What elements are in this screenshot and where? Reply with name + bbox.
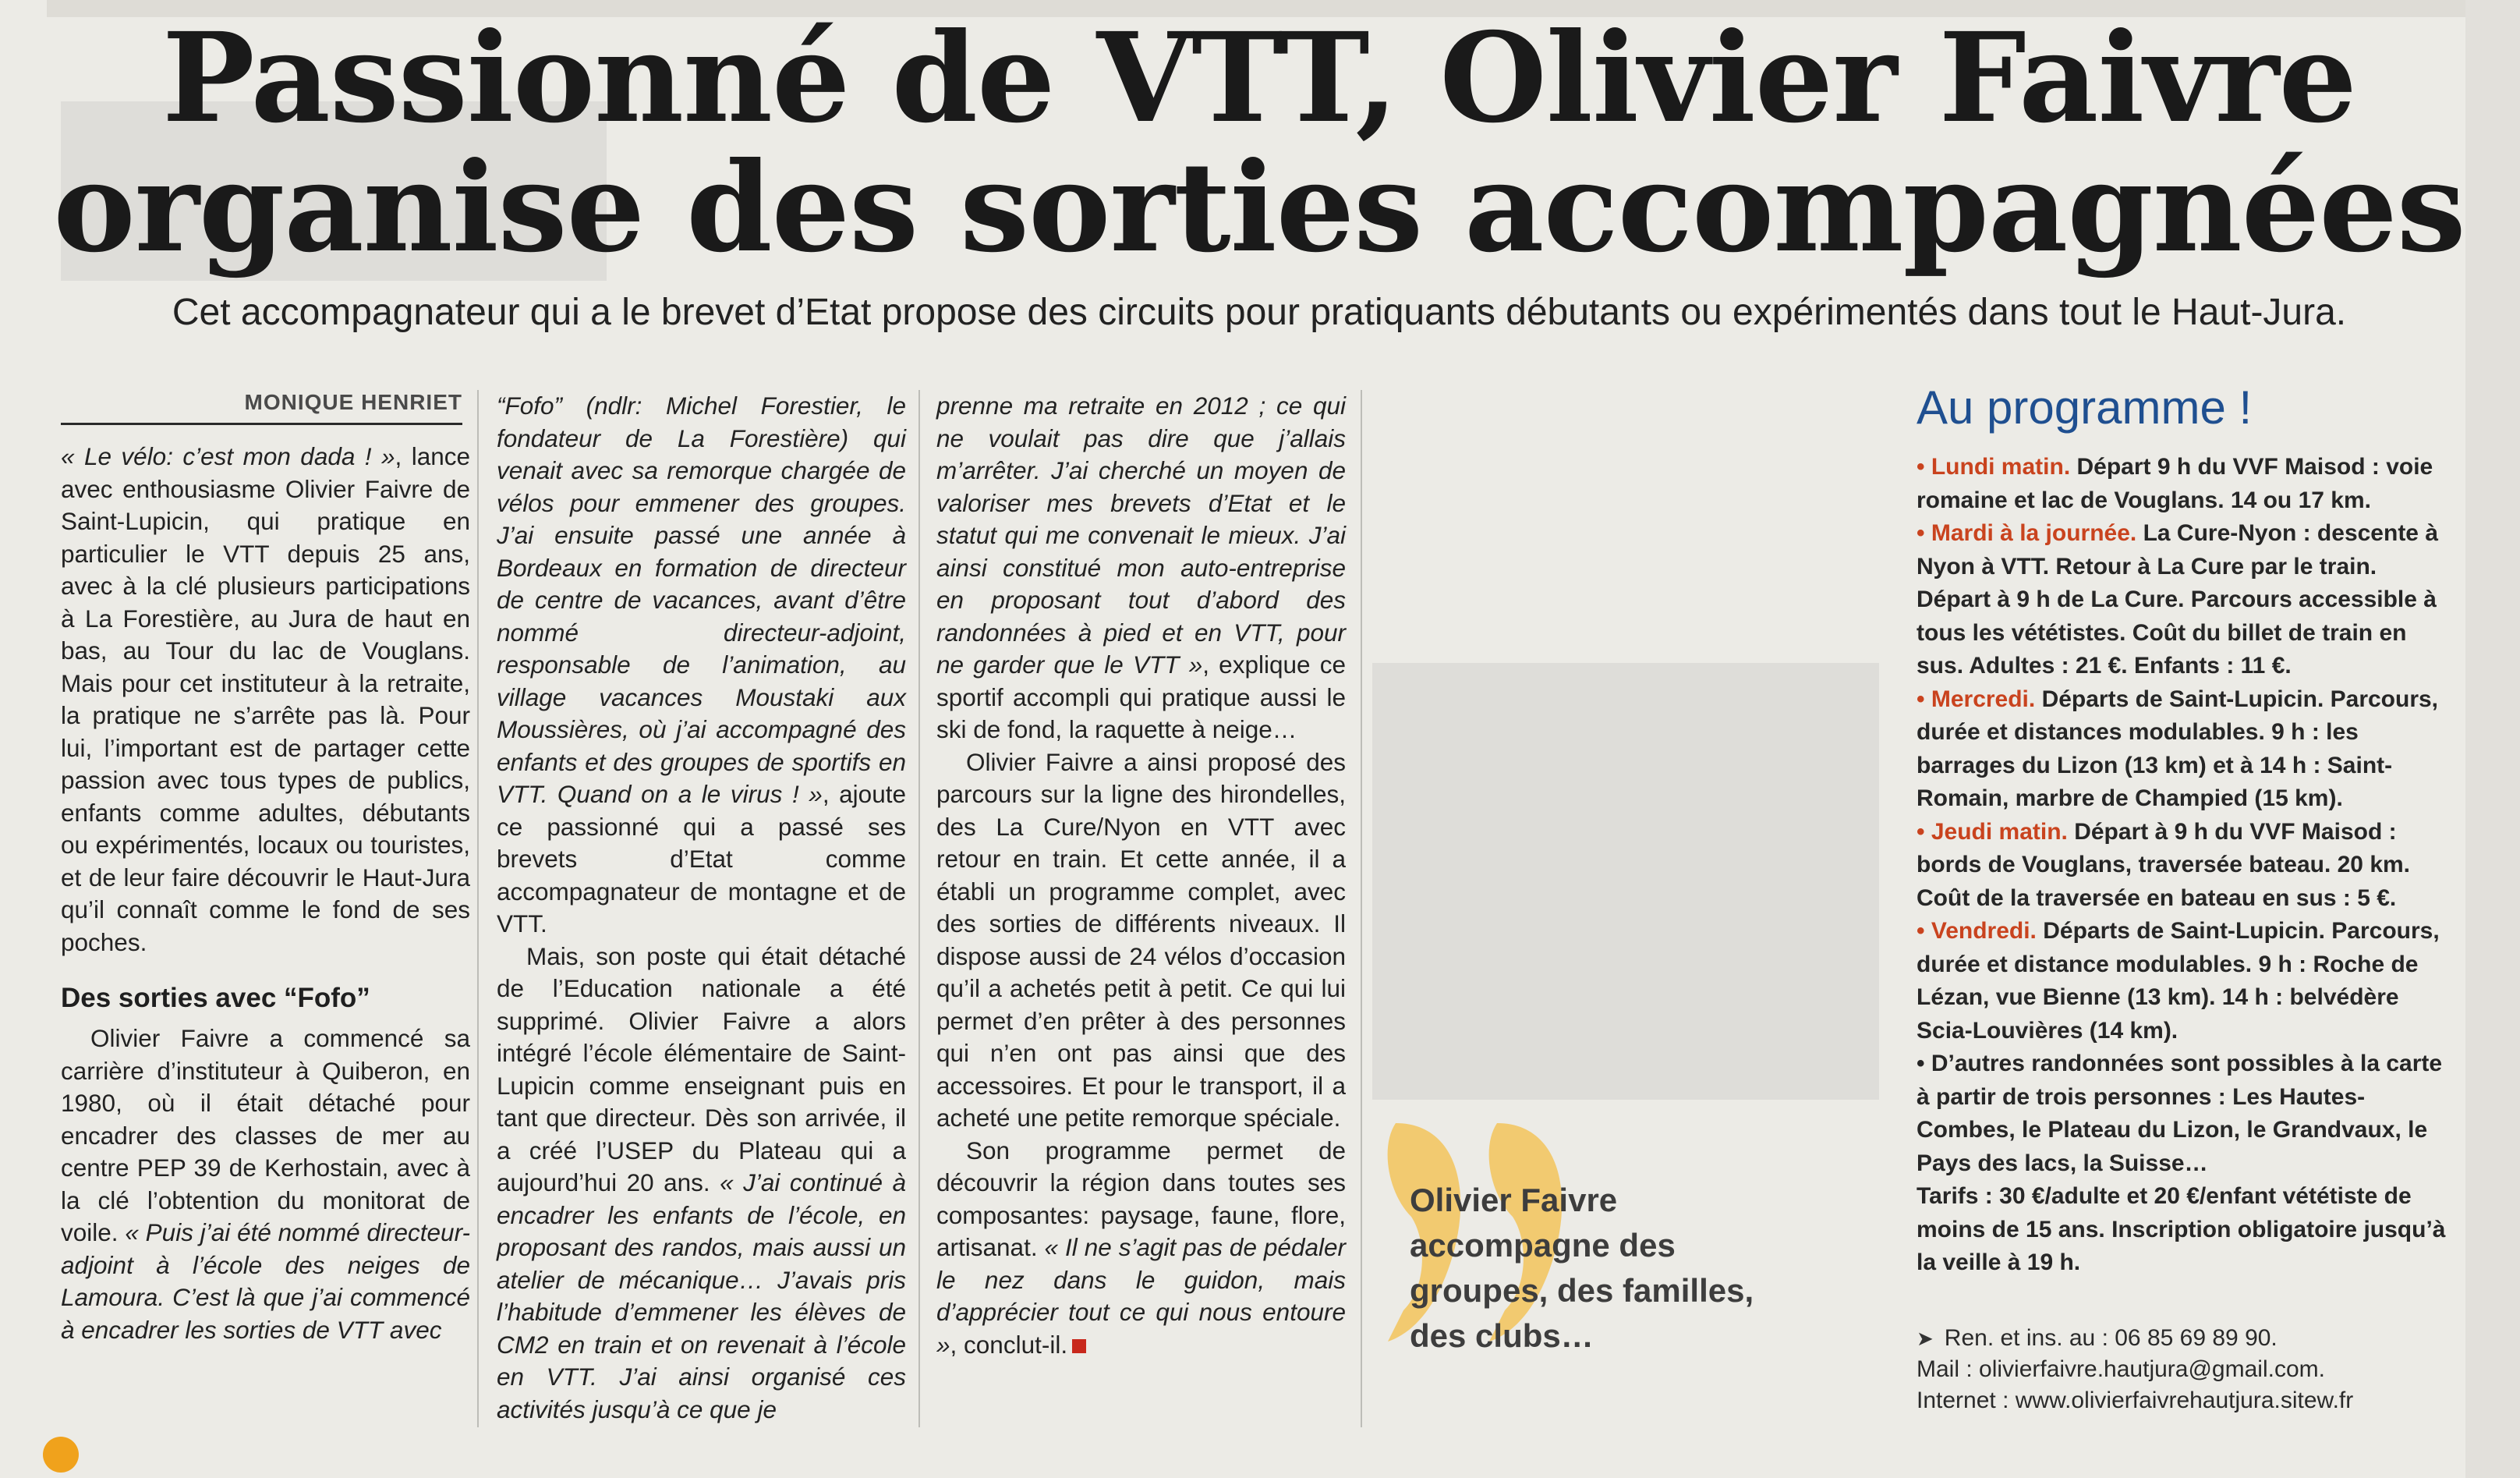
headline xyxy=(47,6,2472,280)
program-title: Au programme ! xyxy=(1917,381,2253,434)
contact-phone-line xyxy=(1917,1323,2462,1354)
program-list xyxy=(1917,451,2447,1280)
col3-text-3: Son programme permet de découvrir la région dans toutes ses composantes: paysage, faune, flore, artisanat. xyxy=(936,1136,1346,1261)
end-mark-icon xyxy=(1072,1339,1086,1353)
col3-paragraph-2: Olivier Faivre a ainsi proposé des parcours sur la ligne des hirondelles, des La Cure/Nyon en VTT avec retour en train. Et cette année, il a établi un programme complet, avec des sorties de différents niveaux. Il dispose aussi de 24 vélos d’occasion qu’il a achetés petit à petit. Ce qui lui permet d’en prêter à des personnes qui n’en ont pas ainsi que des accessoires. Et pour le transport, il a acheté une petite remorque spéciale. xyxy=(936,747,1346,1132)
contact-block xyxy=(1917,1323,2462,1416)
col1-paragraph-2 xyxy=(61,1023,470,1346)
col1-quote: « Le vélo: c’est mon dada ! » xyxy=(61,442,395,470)
col3-paragraph-3 xyxy=(936,1135,1346,1362)
article-column-2 xyxy=(497,390,906,1426)
program-day: • Mercredi. xyxy=(1917,686,2036,712)
col2-paragraph-2 xyxy=(497,941,906,1427)
col3-end: , conclut-il. xyxy=(950,1330,1068,1359)
headline-line-1: Passionné de VTT, Olivier Faivre xyxy=(161,6,2357,151)
program-item xyxy=(1917,517,2447,683)
subheading: Des sorties avec “Fofo” xyxy=(61,983,370,1013)
program-other: • D’autres randonnées sont possibles à la carte à partir de trois personnes : Les Hautes-Combes, le Plateau du Lizon, le Grandvaux, le Pays des lacs, la Suisse… xyxy=(1917,1051,2443,1176)
program-day: • Vendredi. xyxy=(1917,918,2037,944)
standfirst: Cet accompagnateur qui a le brevet d’Etat propose des circuits pour pratiquants débutants ou expérimentés dans tout le Haut-Jura. xyxy=(172,292,2347,333)
byline: MONIQUE HENRIET xyxy=(61,390,462,425)
program-day: • Jeudi matin. xyxy=(1917,818,2068,845)
column-divider xyxy=(918,390,920,1427)
pull-quote: Olivier Faivre accompagne des groupes, des familles, des clubs… xyxy=(1410,1182,1754,1354)
col2-quote-2: « J’ai continué à encadrer les enfants de l’école, en proposant des randos, mais aussi un atelier de mécanique… J’avais pris l’habitude d’emmener les élèves de CM2 en train et on revenait à l’école en VTT. J’ai ainsi organisé ces activités jusqu’à ce que je xyxy=(497,1168,907,1423)
program-item xyxy=(1917,816,2447,916)
adjacent-column-bleed xyxy=(2465,0,2520,1478)
ghost-ad-right xyxy=(1372,663,1879,1100)
program-item xyxy=(1917,683,2447,816)
contact-phone: Ren. et ins. au : 06 85 69 89 90. xyxy=(1944,1325,2278,1351)
program-item xyxy=(1917,451,2447,517)
program-text: Départ à 9 h du VVF Maisod : bords de Vouglans, traversée bateau. 20 km. Coût de la traversée en bateau en sus : 5 €. xyxy=(1917,818,2411,911)
program-text: La Cure-Nyon : descente à Nyon à VTT. Retour à La Cure par le train. Départ à 9 h de La Cure. Parcours accessible à tous les vététistes. Coût du billet de train en sus. Adultes : 21 €. Enfants : 11 €. xyxy=(1917,520,2439,679)
program-item xyxy=(1917,915,2447,1047)
col3-paragraph-1 xyxy=(936,390,1346,746)
col2-quote: “Fofo” (ndlr: Michel Forestier, le fondateur de La Forestière) qui venait avec sa remorque chargée de vélos pour emmener des groupes. J’ai ensuite passé une année à Bordeaux en formation de directeur de centre de vacances, avant d’être nommé directeur-adjoint, responsable de l’animation, au village vacances Moustaki aux Moussières, où j’ai accompagné des enfants et des groupes de sportifs en VTT. Quand on a le virus ! » xyxy=(497,392,906,808)
col2-text: , ajoute ce passionné qui a passé ses brevets d’Etat comme accompagnateur de montagne et de VTT. xyxy=(497,780,906,937)
program-day: • Lundi matin. xyxy=(1917,454,2071,480)
program-day: • Mardi à la journée. xyxy=(1917,520,2137,546)
col1-text: , lance avec enthousiasme Olivier Faivre de Saint-Lupicin, qui pratique en particulier le VTT depuis 25 ans, avec à la clé plusieurs participations à La Forestière, au Jura de haut en bas, au Tour du lac de Vouglans. Mais pour cet instituteur à la retraite, la pratique ne s’arrête pas là. Pour lui, l’important est de partager cette passion avec tous types de publics, enfants comme adultes, débutants ou expérimentés, locaux ou touristes, et de leur faire découvrir le Haut-Jura qu’il connaît comme le fond de ses poches. xyxy=(61,442,471,956)
article-column-3 xyxy=(936,390,1346,1361)
col1-paragraph-1 xyxy=(61,441,470,959)
arrow-icon: ➤ xyxy=(1917,1327,1934,1350)
col2-text-2: Mais, son poste qui était détaché de l’Education nationale a été supprimé. Olivier Faivre a alors intégré l’école élémentaire de Saint-Lupicin comme enseignant puis en tant que directeur. Dès son arrivée, il a créé l’USEP du Plateau qui a aujourd’hui 20 ans. xyxy=(497,941,906,1196)
col3-quote-3: « Il ne s’agit pas de pédaler le nez dans le guidon, mais d’apprécier tout ce qui nous entoure » xyxy=(936,1233,1346,1359)
contact-mail: Mail : olivierfaivre.hautjura@gmail.com. xyxy=(1917,1356,2325,1382)
article-column-1 xyxy=(61,441,470,1346)
col1-text-2: Olivier Faivre a commencé sa carrière d’instituteur à Quiberon, en 1980, où il était détaché pour encadrer des classes de mer au centre PEP 39 de Kerhostain, avec à la clé l’obtention du monitorat de voile. xyxy=(61,1024,470,1246)
col1-quote-2: « Puis j’ai été nommé directeur-adjoint à l’école des neiges de Lamoura. C’est là que j’ai commencé à encadrer les sorties de VTT avec xyxy=(61,1218,470,1344)
program-tarifs: Tarifs : 30 €/adulte et 20 €/enfant vététiste de moins de 15 ans. Inscription obligatoire jusqu’à la veille à 19 h. xyxy=(1917,1183,2446,1275)
col3-text: , explique ce sportif accompli qui pratique aussi le ski de fond, la raquette à neige… xyxy=(936,650,1346,743)
col2-paragraph-1 xyxy=(497,390,906,941)
contact-internet: Internet : www.olivierfaivrehautjura.sitew.fr xyxy=(1917,1388,2354,1413)
column-divider xyxy=(477,390,479,1427)
column-divider xyxy=(1361,390,1362,1427)
program-text: Départ 9 h du VVF Maisod : voie romaine et lac de Vouglans. 14 ou 17 km. xyxy=(1917,454,2433,513)
col3-quote: prenne ma retraite en 2012 ; ce qui ne voulait pas dire que j’allais m’arrêter. J’ai cherché un moyen de valoriser mes brevets d’Etat et le statut qui me convenait le mieux. J’ai ainsi constitué mon auto-entreprise en proposant tout d’abord des randonnées à pied et en VTT, pour ne garder que le VTT » xyxy=(936,392,1346,679)
page-corner-badge xyxy=(43,1437,79,1473)
headline-line-2: organise des sorties accompagnées xyxy=(53,136,2465,280)
program-text: Départs de Saint-Lupicin. Parcours, durée et distance modulables. 9 h : Roche de Lézan, vue Bienne (13 km). 14 h : belvédère Scia-Louvières (14 km). xyxy=(1917,918,2440,1044)
program-text: Départs de Saint-Lupicin. Parcours, durée et distances modulables. 9 h : les barrages du Lizon (13 km) et à 14 h : Saint-Romain, marbre de Champied (15 km). xyxy=(1917,686,2439,811)
